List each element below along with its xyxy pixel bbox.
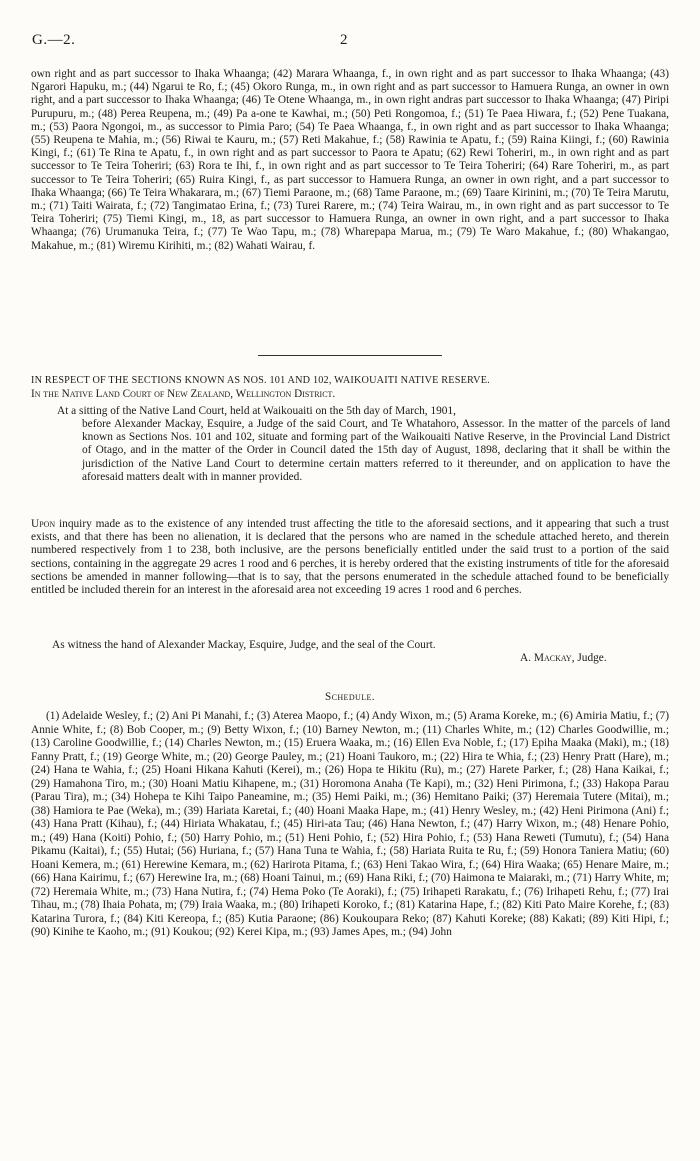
page-number: 2 — [340, 32, 348, 48]
court-heading — [31, 388, 669, 401]
witness-line: As witness the hand of Alexander Mackay, Esquire, Judge, and the seal of the Court. — [52, 639, 436, 651]
section-heading: IN RESPECT OF THE SECTIONS KNOWN AS NOS. 101 AND 102, WAIKOUAITI NATIVE RESERVE. — [31, 375, 490, 386]
schedule-title: Schedule. — [325, 691, 375, 703]
document-reference: G.—2. — [32, 32, 76, 48]
court-prefix: In the — [31, 388, 59, 400]
order-lead-word: Upon — [31, 518, 56, 530]
order-body: inquiry made as to the existence of any intended trust affecting the title to the aforesaid sections, and it appearing that such a trust exists, and that there has been no alienation, it is declared that the persons who are named in the schedule attached hereto, and therein numbered respectively from 1 to 238, both inclusive, are the persons beneficially entitled under the said trust to a portion of the said sections, containing in the aggregate 29 acres 1 rood and 6 perches, it is hereby ordered that the existing instruments of title for the aforesaid sections be amended in manner following—that is to say, that the persons enumerated in the schedule attached found to be beneficially entitled be included therein for an interest in the aforesaid area not exceeding 19 acres 1 rood and 6 perches. — [31, 518, 669, 597]
court-name: Native Land Court of New Zealand, Wellington District. — [61, 388, 336, 400]
signature-initial: A. — [520, 652, 532, 664]
section-divider — [258, 355, 442, 356]
continuation-paragraph: own right and as part successor to Ihaka Whaanga; (42) Marara Whaanga, f., in own right and as part successor to Ihaka Whaanga; (43) Ngarori Hapuku, m.; (44) Ngarui te Ro, f.; (45) Okoro Runga, m., in own right and as part successor to Hamuera Runga, an owner in own right, and a part successor to Ihaka Whaanga; (46) Te Otene Whaanga, m., in own right andras part successor to Ihaka Whaanga; (47) Piripi Purupuru, m.; (48) Perea Reupena, m.; (49) Pa a-one te Kawhai, m.; (50) Peti Rongomoa, f.; (51) Te Paea Hiwara, f.; (52) Pene Tuakana, m.; (53) Paora Ngongoi, m., as successor to Pimia Paro; (54) Te Paea Whaanga, f., in own right and as part successor to Ihaka Whaanga; (55) Reupena te Mahia, m.; (56) Riwai te Kauru, m.; (57) Reti Makahue, f.; (58) Rawinia te Apatu, f.; (59) Raina Kiingi, f.; (60) Rawinia Kingi, f.; (61) Te Rina te Apatu, f., in own right and as part successor to Paora te Apatu; (62) Rewi Toheriri, m., in own right and as part successor to Te Teira Toheriri; (63) Rora te Ihi, f., in own right and as part successor to Te Teira Toheriri; (64) Rare Toheriri, m., as part successor to Te Teira Toheriri; (65) Ruira Kingi, f., as part successor to Hamuera Runga, an owner in own right, and a part successor to Ihaka Whaanga; (66) Te Teira Whakarara, m.; (67) Tiemi Paraone, m.; (68) Tame Paraone, m.; (69) Taare Kirinini, m.; (70) Te Teira Marutu, m.; (71) Taiti Wairata, f.; (72) Tangimatao Erina, f.; (73) Turei Rarere, m.; (74) Teira Wairau, m., in own right and as part successor to Te Teira Toheriri; (75) Tiemi Kingi, m., 18, as part successor to Hamuera Runga, an owner in own right, and a part successor to Ihaka Whaanga; (76) Urumanuka Teira, f.; (77) Te Wao Tapu, m.; (78) Wharepapa Marua, m.; (79) Te Waro Makahue, f.; (80) Whakangao, Makahue, m.; (81) Wiremu Kirihiti, m.; (82) Wahati Wairau, f. — [31, 68, 669, 252]
signature-title: , Judge. — [571, 652, 607, 664]
sitting-first-line: At a sitting of the Native Land Court, held at Waikouaiti on the 5th day of March, 1901, — [57, 405, 456, 417]
schedule-list: (1) Adelaide Wesley, f.; (2) Ani Pi Manahi, f.; (3) Aterea Maopo, f.; (4) Andy Wixon, m.; (5) Arama Koreke, m.; (6) Amiria Matiu, f.; (7) Annie White, f.; (8) Bob Cooper, m.; (9) Betty Wixon, f.; (10) Barney Newton, m.; (11) Charles White, m.; (12) Charles Goodwillie, m.; (13) Caroline Goodwillie, f.; (14) Charles Newton, m.; (15) Eruera Waaka, m.; (16) Ellen Eva Noble, f.; (17) Epiha Maaka (Maki), m.; (18) Fanny Pratt, f.; (19) George White, m.; (20) George Pauley, m.; (21) Hoani Taukoro, m.; (22) Hira te Whia, f.; (23) Henry Pratt (Hare), m.; (24) Hana te Wahia, f.; (25) Hoani Hikana Kahuti (Kerei), m.; (26) Hopa te Hikitu (Ru), m.; (27) Harete Parker, f.; (28) Hana Kaikai, f.; (29) Hamahona Tiro, m.; (30) Hoani Matiu Kihapene, m.; (31) Horomona Anaha (Te Kapi), m.; (32) Heni Pirimona, f.; (33) Hakopa Parau (Parau Tira), m.; (34) Hohepa te Kihi Taipo Paneamine, m.; (35) Hemi Paiki, m.; (36) Hemitano Paiki; (37) Heremaia Tutere (Mitai), m.; (38) Hamiora te Pae (Weka), m.; (39) Hariata Karetai, f.; (40) Hoani Maaka Hape, m.; (41) Henry Wesley, m.; (42) Heni Pirimona (Ani) f.; (43) Hana Pratt (Kihau), f.; (44) Hiriata Whakatau, f.; (45) Hiri-ata Tau; (46) Hana Newton, f.; (47) Harry Wixon, m.; (48) Henare Pohio, m.; (49) Hana (Koiti) Pohio, f.; (50) Harry Pohio, m.; (51) Heni Pohio, f.; (52) Hira Pohio, f.; (53) Hana Reweti (Tumutu), f.; (54) Hana Pikamu (Kaitai), f.; (55) Hutai; (56) Huriana, f.; (57) Hana Tuna te Wahia, f.; (58) Hariata Ruita te Ru, f.; (59) Honora Taniera Matiu; (60) Hoani Kemera, m.; (61) Herewine Kemara, m.; (62) Harirota Pitama, f.; (63) Heni Takao Wira, f.; (64) Hira Waaka; (65) Henare Maire, m.; (66) Hana Kairimu, f.; (67) Herewine Ira, m.; (68) Hoani Tainui, m.; (69) Hana Riki, f.; (70) Haimona te Maiaraki, m.; (71) Harry White, m; (72) Heremaia White, m.; (73) Hana Nutira, f.; (74) Hema Poko (Te Aoraki), f.; (75) Irihapeti Rarakatu, f.; (76) Irihapeti Rehu, f.; (77) Irai Tihau, m.; (78) Ihaia Pohata, m; (79) Iraia Waaka, m.; (80) Irihapeti Koroko, f.; (81) Katarina Hape, f.; (82) Kiti Pato Maire Korehe, f.; (83) Katarina Turora, f.; (84) Kiti Kereopa, f.; (85) Kutia Paraone; (86) Koukoupara Reko; (87) Kahuti Koreke; (88) Kakati; (89) Kiti Hipi, f.; (90) Kinihe te Kaoho, m.; (91) Koukou; (92) Kerei Kipa, m.; (93) James Apes, m.; (94) John — [31, 710, 669, 938]
signature-name: Mackay — [533, 652, 572, 664]
judge-signature — [520, 652, 607, 665]
order-paragraph — [31, 518, 669, 597]
sitting-paragraph: before Alexander Mackay, Esquire, a Judge of the said Court, and Te Whatahoro, Assessor. In the matter of the parcels of land known as Sections Nos. 101 and 102, situate and forming part of the Waikouaiti Native Reserve, in the Provincial Land District of Otago, and in the matter of the Order in Council dated the 15th day of August, 1898, declaring that it shall be within the jurisdiction of the Native Land Court to determine certain matters referred to it thereunder, and on application to have the aforesaid matters dealt with in manner provided. — [82, 418, 670, 483]
